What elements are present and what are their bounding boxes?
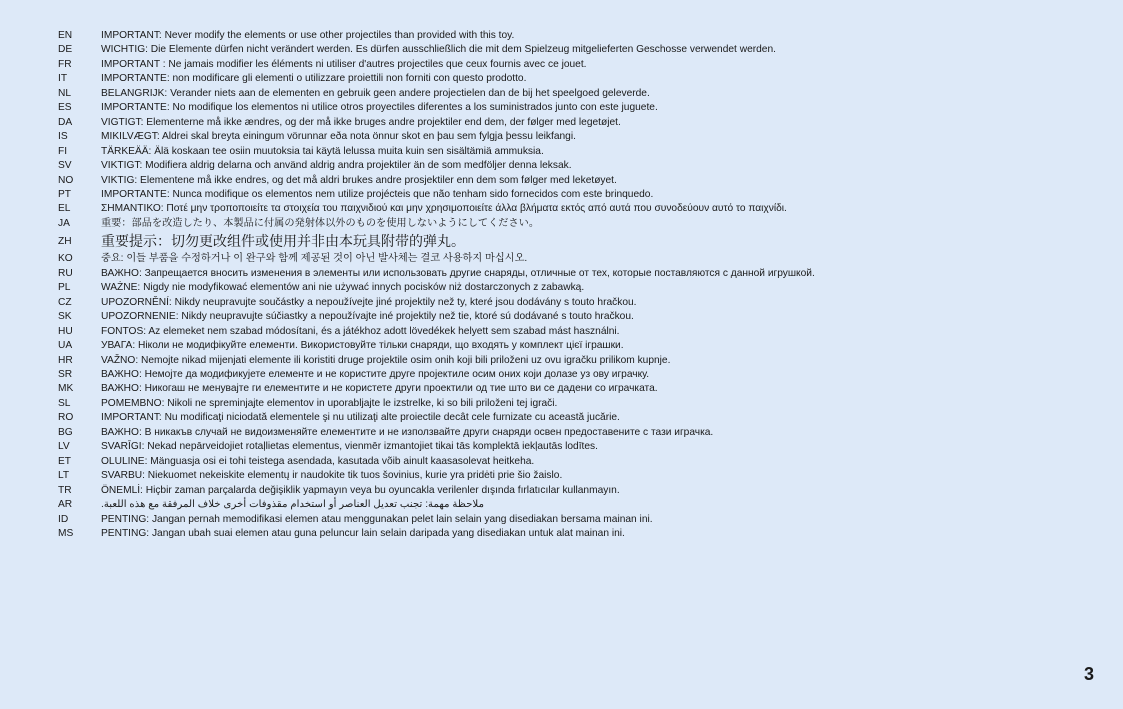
warning-text: VIGTIGT: Elementerne må ikke ændres, og der må ikke bruges andre projektiler end dem, der følger med legetøjet. xyxy=(101,116,621,128)
warning-row-hr xyxy=(58,354,1108,368)
language-code: ZH xyxy=(58,236,72,248)
language-code: FR xyxy=(58,58,72,70)
warning-text: PENTING: Jangan pernah memodifikasi elemen atau menggunakan pelet lain selain yang disediakan bersama mainan ini. xyxy=(101,513,653,525)
warning-text: ВАЖНО: Немојте да модификујете елементе и не користите друге пројектиле осим оних који долазе уз ову играчку. xyxy=(101,368,650,380)
warning-row-sl xyxy=(58,397,1108,411)
warning-text: УВАГА: Ніколи не модифікуйте елементи. Використовуйте тільки снаряди, що входять у комплект цієї іграшки. xyxy=(101,340,624,352)
warning-row-et xyxy=(58,455,1108,469)
language-code: DA xyxy=(58,116,73,128)
language-code: JA xyxy=(58,217,70,229)
language-code: SR xyxy=(58,368,73,380)
language-code: EN xyxy=(58,30,73,41)
warning-row-sv xyxy=(58,159,1108,173)
language-code: HR xyxy=(58,354,73,366)
warning-row-no xyxy=(58,174,1108,188)
warning-text: VIKTIG: Elementene må ikke endres, og det må aldri brukes andre prosjektiler enn dem som følger med leketøyet. xyxy=(101,174,617,186)
warning-text: ВАЖНО: Никогаш не менувајте ги елементите и не користете други проектили од тие што ви се дадени со играчката. xyxy=(101,383,658,395)
warning-row-nl xyxy=(58,87,1108,101)
language-code: MK xyxy=(58,383,74,395)
warning-row-fi xyxy=(58,145,1108,159)
warning-text: 중요: 이들 부품을 수정하거나 이 완구와 함께 제공된 것이 아닌 발사체는 결코 사용하지 마십시오. xyxy=(101,253,528,265)
language-code: PL xyxy=(58,282,71,294)
language-code: KO xyxy=(58,253,73,265)
warning-row-ua xyxy=(58,339,1108,353)
language-code: DE xyxy=(58,44,73,56)
warning-row-id xyxy=(58,513,1108,527)
warning-row-ko xyxy=(58,252,1108,266)
warning-row-sk xyxy=(58,310,1108,324)
warning-text: ملاحظة مهمة: تجنب تعديل العناصر أو استخدام مقذوفات أخرى خلاف المرفقة مع هذه اللعبة. xyxy=(101,499,485,511)
warning-row-sr xyxy=(58,368,1108,382)
warning-row-da xyxy=(58,116,1108,130)
warning-text: IMPORTANT: Nu modificaţi niciodată elementele şi nu utilizaţi alte proiectile decât cele furnizate cu această jucărie. xyxy=(101,412,620,424)
language-code: SL xyxy=(58,397,71,409)
warning-text: ВАЖНО: Запрещается вносить изменения в элементы или использовать другие снаряды, отличные от тех, которые поставляются с данной игрушкой. xyxy=(101,267,815,279)
language-code: PT xyxy=(58,188,72,200)
warning-row-cz xyxy=(58,296,1108,310)
language-code: BG xyxy=(58,426,73,438)
warning-text: IMPORTANTE: No modifique los elementos ni utilice otros proyectiles diferentes a los suministrados junto con este juguete. xyxy=(101,102,658,114)
warning-text: 重要：部品を改造したり、本製品に付属の発射体以外のものを使用しないようにしてください。 xyxy=(101,217,540,229)
language-code: LT xyxy=(58,470,70,482)
language-code: HU xyxy=(58,325,73,337)
language-code: LV xyxy=(58,441,70,453)
warning-text: BELANGRIJK: Verander niets aan de elementen en gebruik geen andere projectielen dan de bij het speelgoed geleverde. xyxy=(101,87,650,99)
language-code: RO xyxy=(58,412,74,424)
warning-text: ΣΗΜΑΝΤΙΚΟ: Ποτέ μην τροποποιείτε τα στοιχεία του παιχνιδιού και μην χρησιμοποιείτε άλλα βλήματα εκτός από αυτά που συνοδεύουν αυτό το παιχνίδι. xyxy=(101,203,787,215)
warning-text: SVARĪGI: Nekad nepārveidojiet rotaļlietas elementus, vienmēr izmantojiet tikai tās komplektā iekļautās lodītes. xyxy=(101,441,598,453)
language-code: UA xyxy=(58,340,73,352)
warning-text: IMPORTANT : Ne jamais modifier les éléments ni utiliser d'autres projectiles que ceux fournis avec ce jouet. xyxy=(101,58,587,70)
safety-warning-list xyxy=(58,29,1108,541)
warning-text: VAŽNO: Nemojte nikad mijenjati elemente ili koristiti druge projektile osim onih koji bili priloženi uz ovu igračku prilikom kupnje. xyxy=(101,354,671,366)
warning-text: FONTOS: Az elemeket nem szabad módosítani, és a játékhoz adott lövedékek helyett sem szabad mást használni. xyxy=(101,325,620,337)
warning-row-pt xyxy=(58,188,1108,202)
language-code: NL xyxy=(58,87,72,99)
warning-row-ja xyxy=(58,217,1108,231)
page-number: 3 xyxy=(1083,664,1094,684)
warning-text: IMPORTANTE: Nunca modifique os elementos nem utilize projécteis que não tenham sido fornecidos com este brinquedo. xyxy=(101,188,654,200)
warning-row-mk xyxy=(58,382,1108,396)
warning-row-en xyxy=(58,29,1108,43)
language-code: RU xyxy=(58,267,73,279)
language-code: ID xyxy=(58,513,69,525)
warning-text: 重要提示：切勿更改组件或使用并非由本玩具附带的弹丸。 xyxy=(101,233,465,250)
warning-row-de xyxy=(58,43,1108,57)
language-code: IT xyxy=(58,73,68,85)
language-code: SK xyxy=(58,311,72,323)
warning-row-tr xyxy=(58,484,1108,498)
warning-row-hu xyxy=(58,325,1108,339)
warning-text: MIKILVÆGT: Aldrei skal breyta einingum vörunnar eða nota önnur skot en þau sem fylgja þessu leikfangi. xyxy=(101,131,576,143)
warning-row-bg xyxy=(58,426,1108,440)
warning-text: WICHTIG: Die Elemente dürfen nicht verändert werden. Es dürfen ausschließlich die mit dem Spielzeug mitgelieferten Geschosse verwendet werden. xyxy=(101,44,776,56)
warning-text: TÄRKEÄÄ: Älä koskaan tee osiin muutoksia tai käytä lelussa muita kuin sen sisältämiä ammuksia. xyxy=(101,145,544,157)
warning-text: POMEMBNO: Nikoli ne spreminjajte elementov in uporabljajte le izstrelke, ki so bili priloženi tej igrači. xyxy=(101,397,558,409)
warning-row-lv xyxy=(58,440,1108,454)
warning-row-el xyxy=(58,202,1108,216)
warning-row-ro xyxy=(58,411,1108,425)
warning-text: OLULINE: Mänguasja osi ei tohi teistega asendada, kasutada võib ainult kaasasolevat heitkeha. xyxy=(101,455,535,467)
language-code: EL xyxy=(58,203,71,215)
warning-text: WAŻNE: Nigdy nie modyfikować elementów ani nie używać innych pocisków niż dostarczonych z zabawką. xyxy=(101,282,585,294)
warning-row-zh xyxy=(58,231,1108,252)
warning-text: UPOZORNĚNÍ: Nikdy neupravujte součástky a nepoužívejte jiné projektily než ty, které jsou dodávány s touto hračkou. xyxy=(101,296,637,308)
warning-text: IMPORTANTE: non modificare gli elementi o utilizzare proiettili non forniti con questo prodotto. xyxy=(101,73,527,85)
warning-text: IMPORTANT: Never modify the elements or use other projectiles than provided with this toy. xyxy=(101,30,515,41)
language-code: NO xyxy=(58,174,74,186)
warning-text: ÖNEMLİ: Hiçbir zaman parçalarda değişiklik yapmayın veya bu oyuncakla verilenler dışında fırlatıcılar kullanmayın. xyxy=(101,484,620,496)
warning-text: VIKTIGT: Modifiera aldrig delarna och använd aldrig andra projektiler än de som medföljer denna leksak. xyxy=(101,160,572,172)
warning-text: ВАЖНО: В никакъв случай не видоизменяйте елементите и не използвайте други снаряди освен предоставените с тази играчка. xyxy=(101,426,714,438)
language-code: CZ xyxy=(58,296,72,308)
warning-text: PENTING: Jangan ubah suai elemen atau guna peluncur lain selain daripada yang disediakan untuk alat mainan ini. xyxy=(101,527,625,539)
language-code: SV xyxy=(58,160,72,172)
language-code: ET xyxy=(58,455,72,467)
warning-row-ms xyxy=(58,527,1108,541)
warning-row-lt xyxy=(58,469,1108,483)
warning-text: UPOZORNENIE: Nikdy neupravujte súčiastky a nepoužívajte iné projektily než tie, ktoré sú dodávané s touto hračkou. xyxy=(101,311,634,323)
language-code: MS xyxy=(58,527,74,539)
language-code: AR xyxy=(58,499,73,511)
warning-row-ru xyxy=(58,267,1108,281)
warning-row-it xyxy=(58,72,1108,86)
warning-row-pl xyxy=(58,281,1108,295)
warning-row-is xyxy=(58,130,1108,144)
language-code: IS xyxy=(58,131,68,143)
warning-text: SVARBU: Niekuomet nekeiskite elementų ir naudokite tik tuos šovinius, kurie yra pridėti prie šio žaislo. xyxy=(101,470,563,482)
language-code: TR xyxy=(58,484,72,496)
language-code: ES xyxy=(58,102,72,114)
warning-row-fr xyxy=(58,58,1108,72)
warning-row-ar xyxy=(58,498,1108,512)
warning-row-es xyxy=(58,101,1108,115)
language-code: FI xyxy=(58,145,68,157)
